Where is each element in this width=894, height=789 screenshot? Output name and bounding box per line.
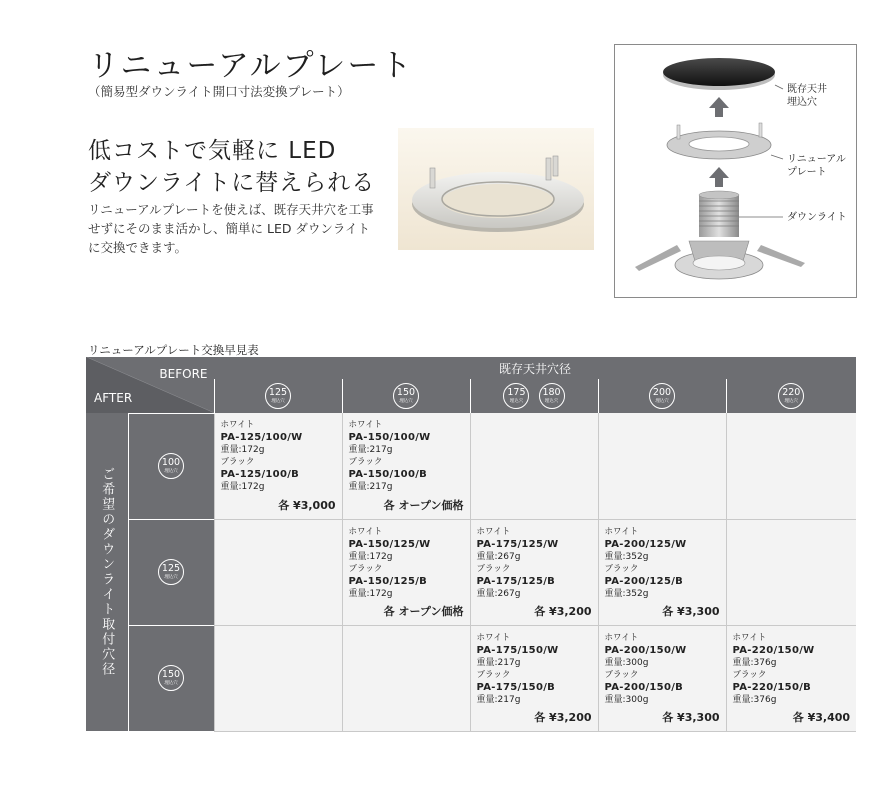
existing-hole-header: 既存天井穴径	[214, 357, 856, 379]
catchphrase-line-2: ダウンライトに替えられる	[88, 170, 376, 196]
installation-diagram	[614, 44, 857, 298]
size-badge: 180 埋込穴	[539, 383, 565, 409]
white-weight: 重量:217g	[476, 657, 521, 668]
black-code: PA-150/125/B	[348, 575, 428, 587]
before-size-125	[214, 379, 342, 413]
price: 各 ¥3,200	[534, 710, 592, 724]
black-weight: 重量:376g	[732, 694, 777, 705]
black-label: ブラック	[732, 669, 767, 680]
label-ceiling-hole-line2: 埋込穴	[787, 97, 817, 108]
white-code: PA-175/125/W	[476, 538, 559, 550]
cell-150-to-150-empty	[342, 625, 470, 731]
page-title: リニューアルプレート	[88, 48, 414, 84]
description-text: リニューアルプレートを使えば、既存天井穴を工事せずにそのまま活かし、簡単に LED ダウンライトに交換できます。	[88, 202, 374, 255]
price: 各 オープン価格	[383, 604, 464, 618]
black-code: PA-220/150/B	[732, 681, 812, 693]
black-label: ブラック	[220, 457, 255, 467]
catchphrase-line-1: 低コストで気軽に LED	[88, 138, 337, 164]
after-size-100	[128, 413, 214, 519]
black-label: ブラック	[348, 457, 383, 467]
black-weight: 重量:217g	[476, 694, 521, 705]
label-plate-line2: プレート	[787, 167, 827, 178]
table-caption: リニューアルプレート交換早見表	[88, 343, 259, 357]
before-size-200	[598, 379, 726, 413]
white-weight: 重量:172g	[220, 445, 265, 455]
price: 各 ¥3,400	[792, 710, 851, 724]
exchange-chart-table	[86, 357, 856, 732]
black-weight: 重量:300g	[604, 694, 649, 705]
size-badge: 220 埋込穴	[778, 383, 804, 409]
black-code: PA-175/125/B	[476, 575, 556, 587]
before-size-150	[342, 379, 470, 413]
corner-diagonal	[86, 357, 214, 413]
white-label: ホワイト	[604, 526, 639, 537]
white-label: ホワイト	[732, 632, 767, 643]
cell-200-to-125	[598, 519, 726, 625]
size-badge: 125 埋込穴	[158, 559, 184, 585]
white-code: PA-220/150/W	[732, 644, 815, 656]
before-size-220	[726, 379, 856, 413]
label-plate-line1: リニューアル	[787, 154, 846, 165]
black-code: PA-150/100/B	[348, 469, 428, 480]
white-label: ホワイト	[476, 526, 511, 537]
size-badge: 100 埋込穴	[158, 453, 184, 479]
price: 各 ¥3,200	[534, 604, 592, 618]
white-weight: 重量:172g	[348, 551, 393, 562]
before-after-corner	[86, 357, 214, 413]
page-subtitle: （簡易型ダウンライト開口寸法変換プレート）	[88, 84, 350, 99]
cell-175-to-125	[470, 519, 598, 625]
white-code: PA-200/150/W	[604, 644, 687, 656]
cell-220-to-125-empty	[726, 519, 856, 625]
label-ceiling-hole	[787, 83, 827, 109]
black-code: PA-125/100/B	[220, 469, 300, 480]
cell-200-to-100-empty	[598, 413, 726, 519]
black-weight: 重量:352g	[604, 588, 649, 599]
cell-150-to-100	[342, 413, 470, 519]
before-label: BEFORE	[159, 367, 208, 381]
label-downlight: ダウンライト	[787, 212, 847, 223]
white-label: ホワイト	[604, 632, 639, 643]
size-badge: 175 埋込穴	[503, 383, 529, 409]
white-weight: 重量:217g	[348, 445, 393, 455]
black-weight: 重量:172g	[348, 588, 393, 599]
black-label: ブラック	[604, 563, 639, 574]
black-weight: 重量:267g	[476, 588, 521, 599]
black-label: ブラック	[476, 563, 511, 574]
cell-220-to-150	[726, 625, 856, 731]
white-label: ホワイト	[220, 420, 255, 430]
size-badge: 200 埋込穴	[649, 383, 675, 409]
after-label: AFTER	[94, 390, 133, 405]
black-weight: 重量:172g	[220, 482, 265, 492]
white-code: PA-175/150/W	[476, 644, 559, 656]
price: 各 オープン価格	[383, 498, 464, 512]
black-code: PA-200/125/B	[604, 575, 684, 587]
cell-150-to-125	[342, 519, 470, 625]
size-badge: 150 埋込穴	[393, 383, 419, 409]
black-code: PA-175/150/B	[476, 681, 556, 693]
after-size-125	[128, 519, 214, 625]
size-badge: 150 埋込穴	[158, 665, 184, 691]
white-code: PA-150/125/W	[348, 538, 431, 550]
cell-125-to-125-empty	[214, 519, 342, 625]
white-label: ホワイト	[476, 632, 511, 643]
white-weight: 重量:267g	[476, 551, 521, 562]
white-label: ホワイト	[348, 526, 383, 537]
before-size-175-180	[470, 379, 598, 413]
price: 各 ¥3,300	[662, 710, 720, 724]
white-code: PA-125/100/W	[220, 432, 303, 443]
price: 各 ¥3,000	[278, 498, 336, 512]
white-weight: 重量:300g	[604, 657, 649, 668]
black-weight: 重量:217g	[348, 482, 393, 492]
black-code: PA-200/150/B	[604, 681, 684, 693]
side-label-text: ご希望のダウンライト取付穴径	[99, 467, 115, 677]
desired-hole-side-label	[86, 413, 128, 731]
white-label: ホワイト	[348, 420, 383, 430]
black-label: ブラック	[604, 669, 639, 680]
black-label: ブラック	[476, 669, 511, 680]
size-badge: 125 埋込穴	[265, 383, 291, 409]
cell-175-to-100-empty	[470, 413, 598, 519]
label-renewal-plate	[787, 153, 846, 179]
cell-125-to-100	[214, 413, 342, 519]
cell-220-to-100-empty	[726, 413, 856, 519]
renewal-plate-photo	[398, 128, 594, 250]
black-label: ブラック	[348, 563, 383, 574]
white-code: PA-150/100/W	[348, 432, 431, 443]
cell-200-to-150	[598, 625, 726, 731]
white-code: PA-200/125/W	[604, 538, 687, 550]
cell-175-to-150	[470, 625, 598, 731]
after-size-150	[128, 625, 214, 731]
white-weight: 重量:352g	[604, 551, 649, 562]
price: 各 ¥3,300	[662, 604, 720, 618]
label-ceiling-hole-line1: 既存天井	[787, 84, 827, 95]
white-weight: 重量:376g	[732, 657, 777, 668]
cell-125-to-150-empty	[214, 625, 342, 731]
